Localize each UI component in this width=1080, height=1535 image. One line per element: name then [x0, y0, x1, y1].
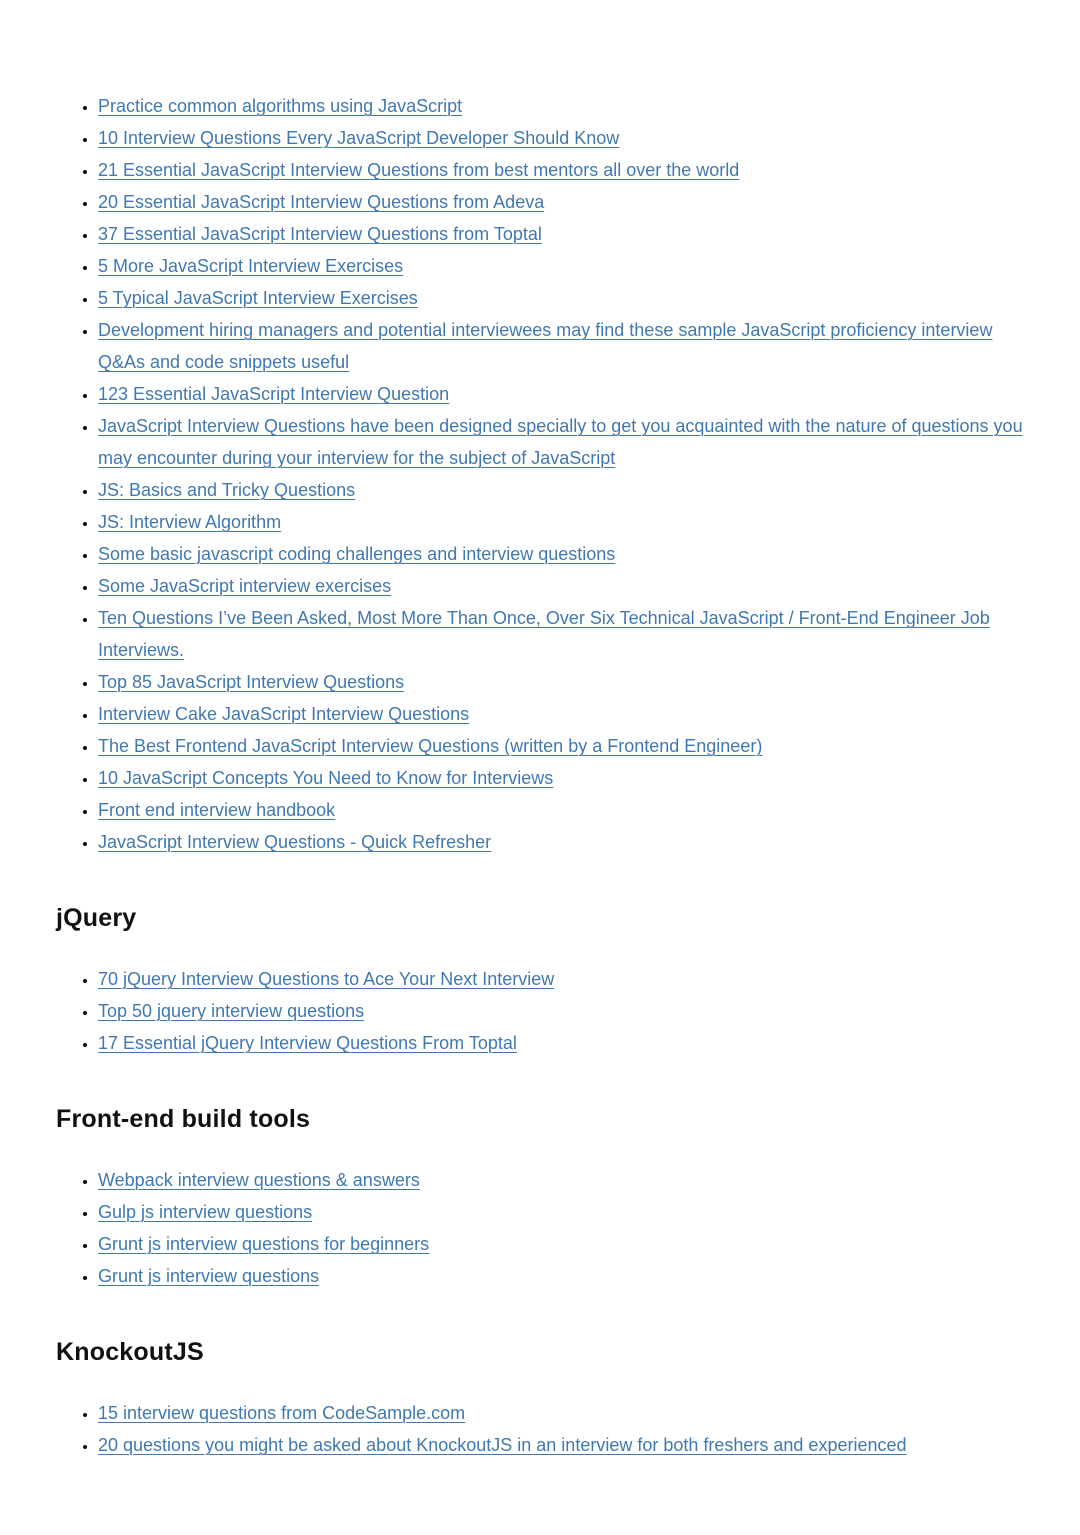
link-list-front-end-build-tools — [56, 1164, 1028, 1292]
list-item — [98, 506, 1028, 538]
list-item — [98, 1027, 1028, 1059]
list-item — [98, 474, 1028, 506]
list-item — [98, 250, 1028, 282]
list-item — [98, 1260, 1028, 1292]
article-link[interactable]: Interview Cake JavaScript Interview Questions — [98, 704, 470, 724]
article-link[interactable]: Ten Questions I’ve Been Asked, Most More Than Once, Over Six Technical JavaScript / Front-End Engineer Job Interviews. — [98, 608, 990, 660]
section-javascript-links — [56, 90, 1028, 858]
article-link[interactable]: Front end interview handbook — [98, 800, 336, 820]
list-item — [98, 963, 1028, 995]
article-link[interactable]: 20 Essential JavaScript Interview Questions from Adeva — [98, 192, 545, 212]
list-item — [98, 995, 1028, 1027]
section-heading-knockoutjs: KnockoutJS — [56, 1338, 204, 1366]
list-item — [98, 1429, 1028, 1461]
list-item — [98, 794, 1028, 826]
article-link[interactable]: JavaScript Interview Questions have been designed specially to get you acquainted with the nature of questions you may encounter during your interview for the subject of JavaScript — [98, 416, 1023, 468]
list-item — [98, 1397, 1028, 1429]
article-link[interactable]: 123 Essential JavaScript Interview Question — [98, 384, 450, 404]
list-item — [98, 378, 1028, 410]
article-link[interactable]: Grunt js interview questions — [98, 1266, 320, 1286]
list-item — [98, 666, 1028, 698]
list-item — [98, 570, 1028, 602]
section-front-end-build-tools — [56, 1105, 1028, 1292]
list-item — [98, 282, 1028, 314]
article-link[interactable]: JavaScript Interview Questions - Quick Refresher — [98, 832, 492, 852]
article-link[interactable]: The Best Frontend JavaScript Interview Questions (written by a Frontend Engineer) — [98, 736, 763, 756]
article-link[interactable]: JS: Basics and Tricky Questions — [98, 480, 356, 500]
list-item — [98, 730, 1028, 762]
link-list-javascript-links — [56, 90, 1028, 858]
section-knockoutjs — [56, 1338, 1028, 1461]
section-heading-front-end-build-tools: Front-end build tools — [56, 1105, 311, 1133]
article-link[interactable]: JS: Interview Algorithm — [98, 512, 282, 532]
list-item — [98, 218, 1028, 250]
list-item — [98, 1228, 1028, 1260]
article-link[interactable]: Development hiring managers and potential interviewees may find these sample JavaScript proficiency interview Q&As and code snippets useful — [98, 320, 993, 372]
article-link[interactable]: 70 jQuery Interview Questions to Ace Your Next Interview — [98, 969, 555, 989]
article-link[interactable]: 20 questions you might be asked about KnockoutJS in an interview for both freshers and experienced — [98, 1435, 907, 1455]
article-link[interactable]: Practice common algorithms using JavaScript — [98, 96, 463, 116]
article-link[interactable]: 21 Essential JavaScript Interview Questions from best mentors all over the world — [98, 160, 740, 180]
list-item — [98, 410, 1028, 474]
article-link[interactable]: 15 interview questions from CodeSample.com — [98, 1403, 466, 1423]
list-item — [98, 602, 1028, 666]
list-item — [98, 1196, 1028, 1228]
article-link[interactable]: Top 50 jquery interview questions — [98, 1001, 365, 1021]
link-list-jquery — [56, 963, 1028, 1059]
article-link[interactable]: 5 Typical JavaScript Interview Exercises — [98, 288, 418, 308]
article-link[interactable]: 37 Essential JavaScript Interview Questions from Toptal — [98, 224, 542, 244]
article-link[interactable]: 5 More JavaScript Interview Exercises — [98, 256, 404, 276]
article-link[interactable]: 17 Essential jQuery Interview Questions From Toptal — [98, 1033, 517, 1053]
list-item — [98, 826, 1028, 858]
list-item — [98, 90, 1028, 122]
list-item — [98, 186, 1028, 218]
article-link[interactable]: Gulp js interview questions — [98, 1202, 313, 1222]
list-item — [98, 698, 1028, 730]
section-jquery — [56, 904, 1028, 1059]
article-link[interactable]: Some JavaScript interview exercises — [98, 576, 392, 596]
document-body — [56, 90, 1028, 1461]
list-item — [98, 122, 1028, 154]
article-link[interactable]: Webpack interview questions & answers — [98, 1170, 420, 1190]
list-item — [98, 538, 1028, 570]
article-link[interactable]: 10 JavaScript Concepts You Need to Know for Interviews — [98, 768, 554, 788]
article-link[interactable]: 10 Interview Questions Every JavaScript Developer Should Know — [98, 128, 620, 148]
article-link[interactable]: Some basic javascript coding challenges and interview questions — [98, 544, 616, 564]
list-item — [98, 314, 1028, 378]
link-list-knockoutjs — [56, 1397, 1028, 1461]
article-link[interactable]: Top 85 JavaScript Interview Questions — [98, 672, 405, 692]
list-item — [98, 1164, 1028, 1196]
list-item — [98, 154, 1028, 186]
list-item — [98, 762, 1028, 794]
article-link[interactable]: Grunt js interview questions for beginners — [98, 1234, 430, 1254]
section-heading-jquery: jQuery — [56, 904, 137, 932]
